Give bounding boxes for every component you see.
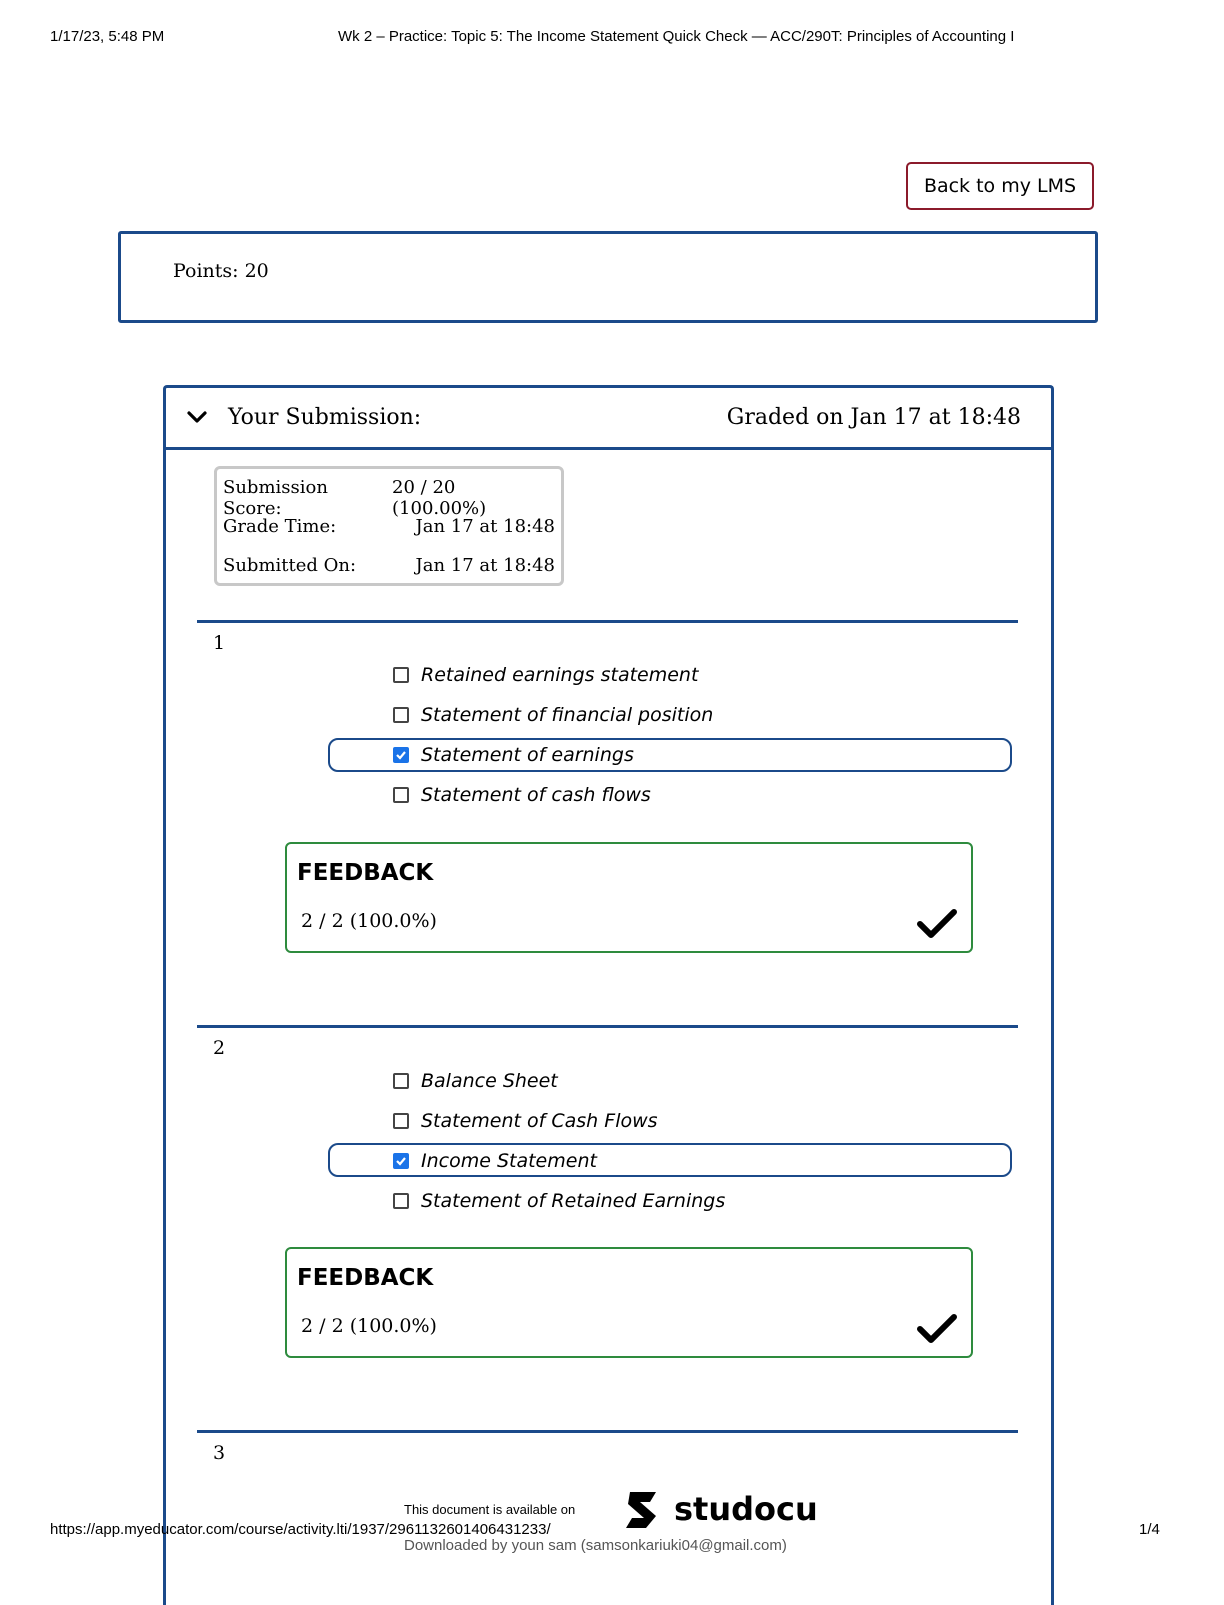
checkbox-unchecked-icon[interactable]	[393, 1193, 409, 1209]
studocu-available-text: This document is available on	[404, 1502, 576, 1517]
score-summary	[214, 466, 564, 586]
answer-option-label: Retained earnings statement	[421, 664, 699, 686]
feedback-score: 2 / 2 (100.0%)	[301, 910, 437, 932]
answer-option[interactable]	[393, 700, 713, 730]
question-number: 2	[213, 1037, 226, 1059]
checkmark-icon	[915, 906, 959, 942]
answer-option[interactable]	[393, 1186, 725, 1216]
question-divider	[197, 1025, 1018, 1028]
checkbox-unchecked-icon[interactable]	[393, 787, 409, 803]
answer-option-selected[interactable]	[393, 740, 634, 770]
submitted-on-value: Jan 17 at 18:48	[415, 555, 555, 576]
score-value: 20 / 20 (100.00%)	[392, 477, 487, 519]
submission-header[interactable]	[166, 388, 1051, 450]
question-divider	[197, 1430, 1018, 1433]
submission-title: Your Submission:	[228, 405, 422, 430]
feedback-title: FEEDBACK	[297, 860, 434, 886]
answer-option-label: Income Statement	[421, 1150, 597, 1172]
footer-downloaded-by: Downloaded by youn sam (samsonkariuki04@gmail.com)	[404, 1537, 787, 1554]
question-3	[197, 1430, 1018, 1510]
print-page-title: Wk 2 – Practice: Topic 5: The Income Statement Quick Check — ACC/290T: Principles of Accounting I	[338, 28, 1015, 45]
score-label: Submission Score:	[223, 477, 328, 519]
feedback-title: FEEDBACK	[297, 1265, 434, 1291]
checkbox-unchecked-icon[interactable]	[393, 707, 409, 723]
question-divider	[197, 620, 1018, 623]
submission-panel	[163, 385, 1054, 1605]
grade-time-value: Jan 17 at 18:48	[415, 516, 555, 537]
answer-option[interactable]	[393, 1106, 658, 1136]
answer-option-label: Statement of Retained Earnings	[421, 1190, 726, 1212]
checkbox-unchecked-icon[interactable]	[393, 1073, 409, 1089]
back-to-lms-button[interactable]: Back to my LMS	[906, 162, 1094, 210]
checkmark-icon	[915, 1311, 959, 1347]
question-2	[197, 1025, 1018, 1425]
checkbox-unchecked-icon[interactable]	[393, 667, 409, 683]
feedback-score: 2 / 2 (100.0%)	[301, 1315, 437, 1337]
answer-option[interactable]	[393, 660, 698, 690]
answer-option-label: Statement of financial position	[421, 704, 714, 726]
checkbox-checked-icon[interactable]	[393, 1153, 409, 1169]
feedback-panel	[285, 842, 973, 953]
checkbox-unchecked-icon[interactable]	[393, 1113, 409, 1129]
studocu-wordmark: studocu	[674, 1490, 818, 1528]
answer-option-label: Statement of earnings	[421, 744, 634, 766]
answer-option-selected[interactable]	[393, 1146, 597, 1176]
feedback-panel	[285, 1247, 973, 1358]
answer-option[interactable]	[393, 1066, 558, 1096]
answer-option-label: Statement of cash flows	[421, 784, 651, 806]
points-panel	[118, 231, 1098, 323]
chevron-down-icon[interactable]	[186, 408, 208, 426]
studocu-logo[interactable]	[620, 1486, 818, 1532]
footer-page-number: 1/4	[1139, 1521, 1160, 1538]
answer-option-label: Statement of Cash Flows	[421, 1110, 658, 1132]
checkbox-checked-icon[interactable]	[393, 747, 409, 763]
question-number: 3	[213, 1442, 226, 1464]
submitted-on-label: Submitted On:	[223, 555, 357, 576]
question-1	[197, 620, 1018, 1020]
answer-option-label: Balance Sheet	[421, 1070, 558, 1092]
question-number: 1	[213, 632, 226, 654]
grade-time-label: Grade Time:	[223, 516, 337, 537]
points-label: Points: 20	[173, 260, 269, 282]
answer-option[interactable]	[393, 780, 651, 810]
studocu-logo-icon	[620, 1486, 666, 1532]
footer-url: https://app.myeducator.com/course/activity.lti/1937/2961132601406431233/	[50, 1521, 551, 1538]
print-datetime: 1/17/23, 5:48 PM	[50, 28, 165, 45]
graded-date: Graded on Jan 17 at 18:48	[726, 405, 1021, 430]
